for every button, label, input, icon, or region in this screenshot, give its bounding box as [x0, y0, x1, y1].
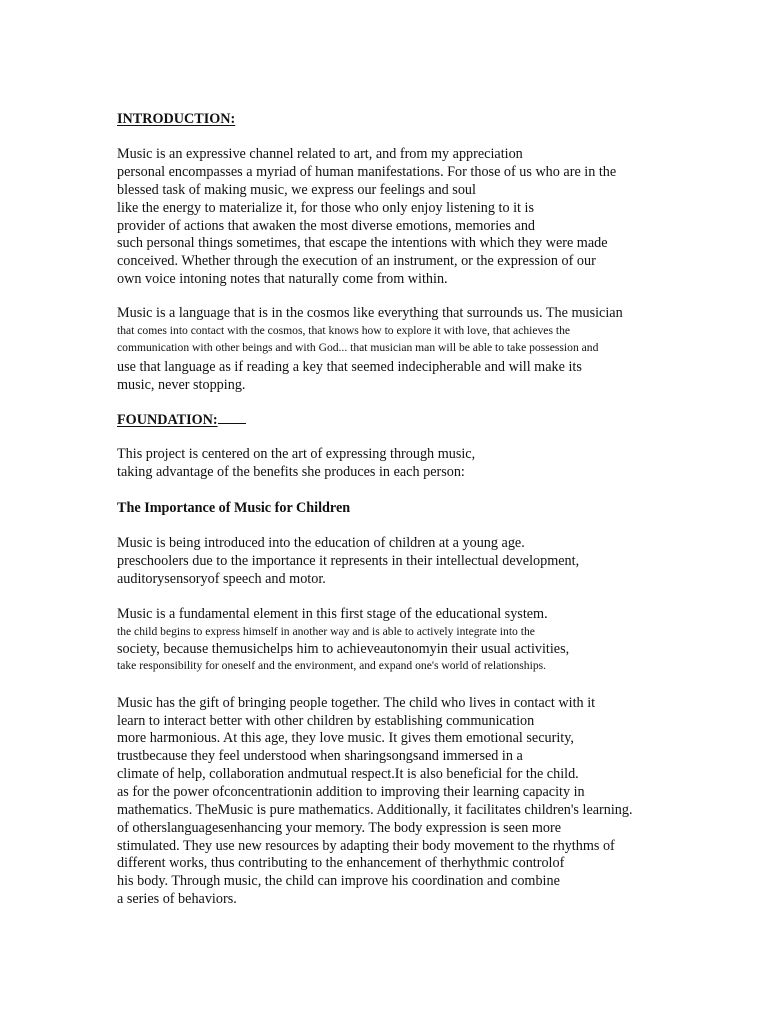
text-line: the child begins to express himself in another way and is able to actively integrate into the — [117, 625, 535, 638]
text-line: Music is an expressive channel related to art, and from my appreciation — [117, 146, 523, 162]
foundation-heading: FOUNDATION: — [117, 412, 218, 428]
text-line: communication with other beings and with God... that musician man will be able to take possession and — [117, 341, 599, 354]
text-line: conceived. Whether through the execution of an instrument, or the expression of our — [117, 253, 596, 269]
text-line: his body. Through music, the child can improve his coordination and combine — [117, 873, 560, 889]
text-line: Music is being introduced into the education of children at a young age. — [117, 535, 525, 551]
heading-underline-rule — [218, 410, 246, 424]
text-line: society, because themusichelps him to achieveautonomyin their usual activities, — [117, 641, 570, 657]
text-line: use that language as if reading a key that seemed indecipherable and will make its — [117, 359, 582, 375]
text-line: music, never stopping. — [117, 377, 246, 393]
text-line: provider of actions that awaken the most diverse emotions, memories and — [117, 218, 536, 234]
text-line: different works, thus contributing to the enhancement of therhythmic controlof — [117, 855, 565, 871]
text-line: preschoolers due to the importance it represents in their intellectual development, — [117, 553, 580, 569]
text-line: more harmonious. At this age, they love music. It gives them emotional security, — [117, 730, 574, 746]
text-line: Music has the gift of bringing people together. The child who lives in contact with it — [117, 695, 596, 711]
text-line: own voice intoning notes that naturally come from within. — [117, 271, 448, 287]
music-children-subheading: The Importance of Music for Children — [117, 500, 351, 516]
text-line: a series of behaviors. — [117, 891, 237, 907]
text-line: stimulated. They use new resources by adapting their body movement to the rhythms of — [117, 838, 615, 854]
text-line: taking advantage of the benefits she produces in each person: — [117, 464, 465, 480]
text-line: that comes into contact with the cosmos, that knows how to explore it with love, that achieves the — [117, 324, 571, 337]
text-line: This project is centered on the art of expressing through music, — [117, 446, 476, 462]
text-line: trustbecause they feel understood when sharingsongsand immersed in a — [117, 748, 523, 764]
text-line: Music is a fundamental element in this first stage of the educational system. — [117, 606, 548, 622]
text-line: of otherslanguagesenhancing your memory. The body expression is seen more — [117, 820, 562, 836]
text-line: take responsibility for oneself and the environment, and expand one's world of relationships. — [117, 659, 547, 672]
introduction-heading: INTRODUCTION: — [117, 111, 236, 127]
text-line: as for the power ofconcentrationin addition to improving their learning capacity in — [117, 784, 585, 800]
text-line: such personal things sometimes, that escape the intentions with which they were made — [117, 235, 608, 251]
text-line: personal encompasses a myriad of human manifestations. For those of us who are in the — [117, 164, 617, 180]
text-line: learn to interact better with other children by establishing communication — [117, 713, 535, 729]
text-line: blessed task of making music, we express our feelings and soul — [117, 182, 476, 198]
text-line: Music is a language that is in the cosmos like everything that surrounds us. The musician — [117, 305, 623, 321]
text-line: like the energy to materialize it, for those who only enjoy listening to it is — [117, 200, 535, 216]
text-line: mathematics. TheMusic is pure mathematics. Additionally, it facilitates children's learning. — [117, 802, 633, 818]
text-line: auditorysensoryof speech and motor. — [117, 571, 326, 587]
text-line: climate of help, collaboration andmutual respect.It is also beneficial for the child. — [117, 766, 579, 782]
foundation-heading-row — [117, 410, 246, 428]
